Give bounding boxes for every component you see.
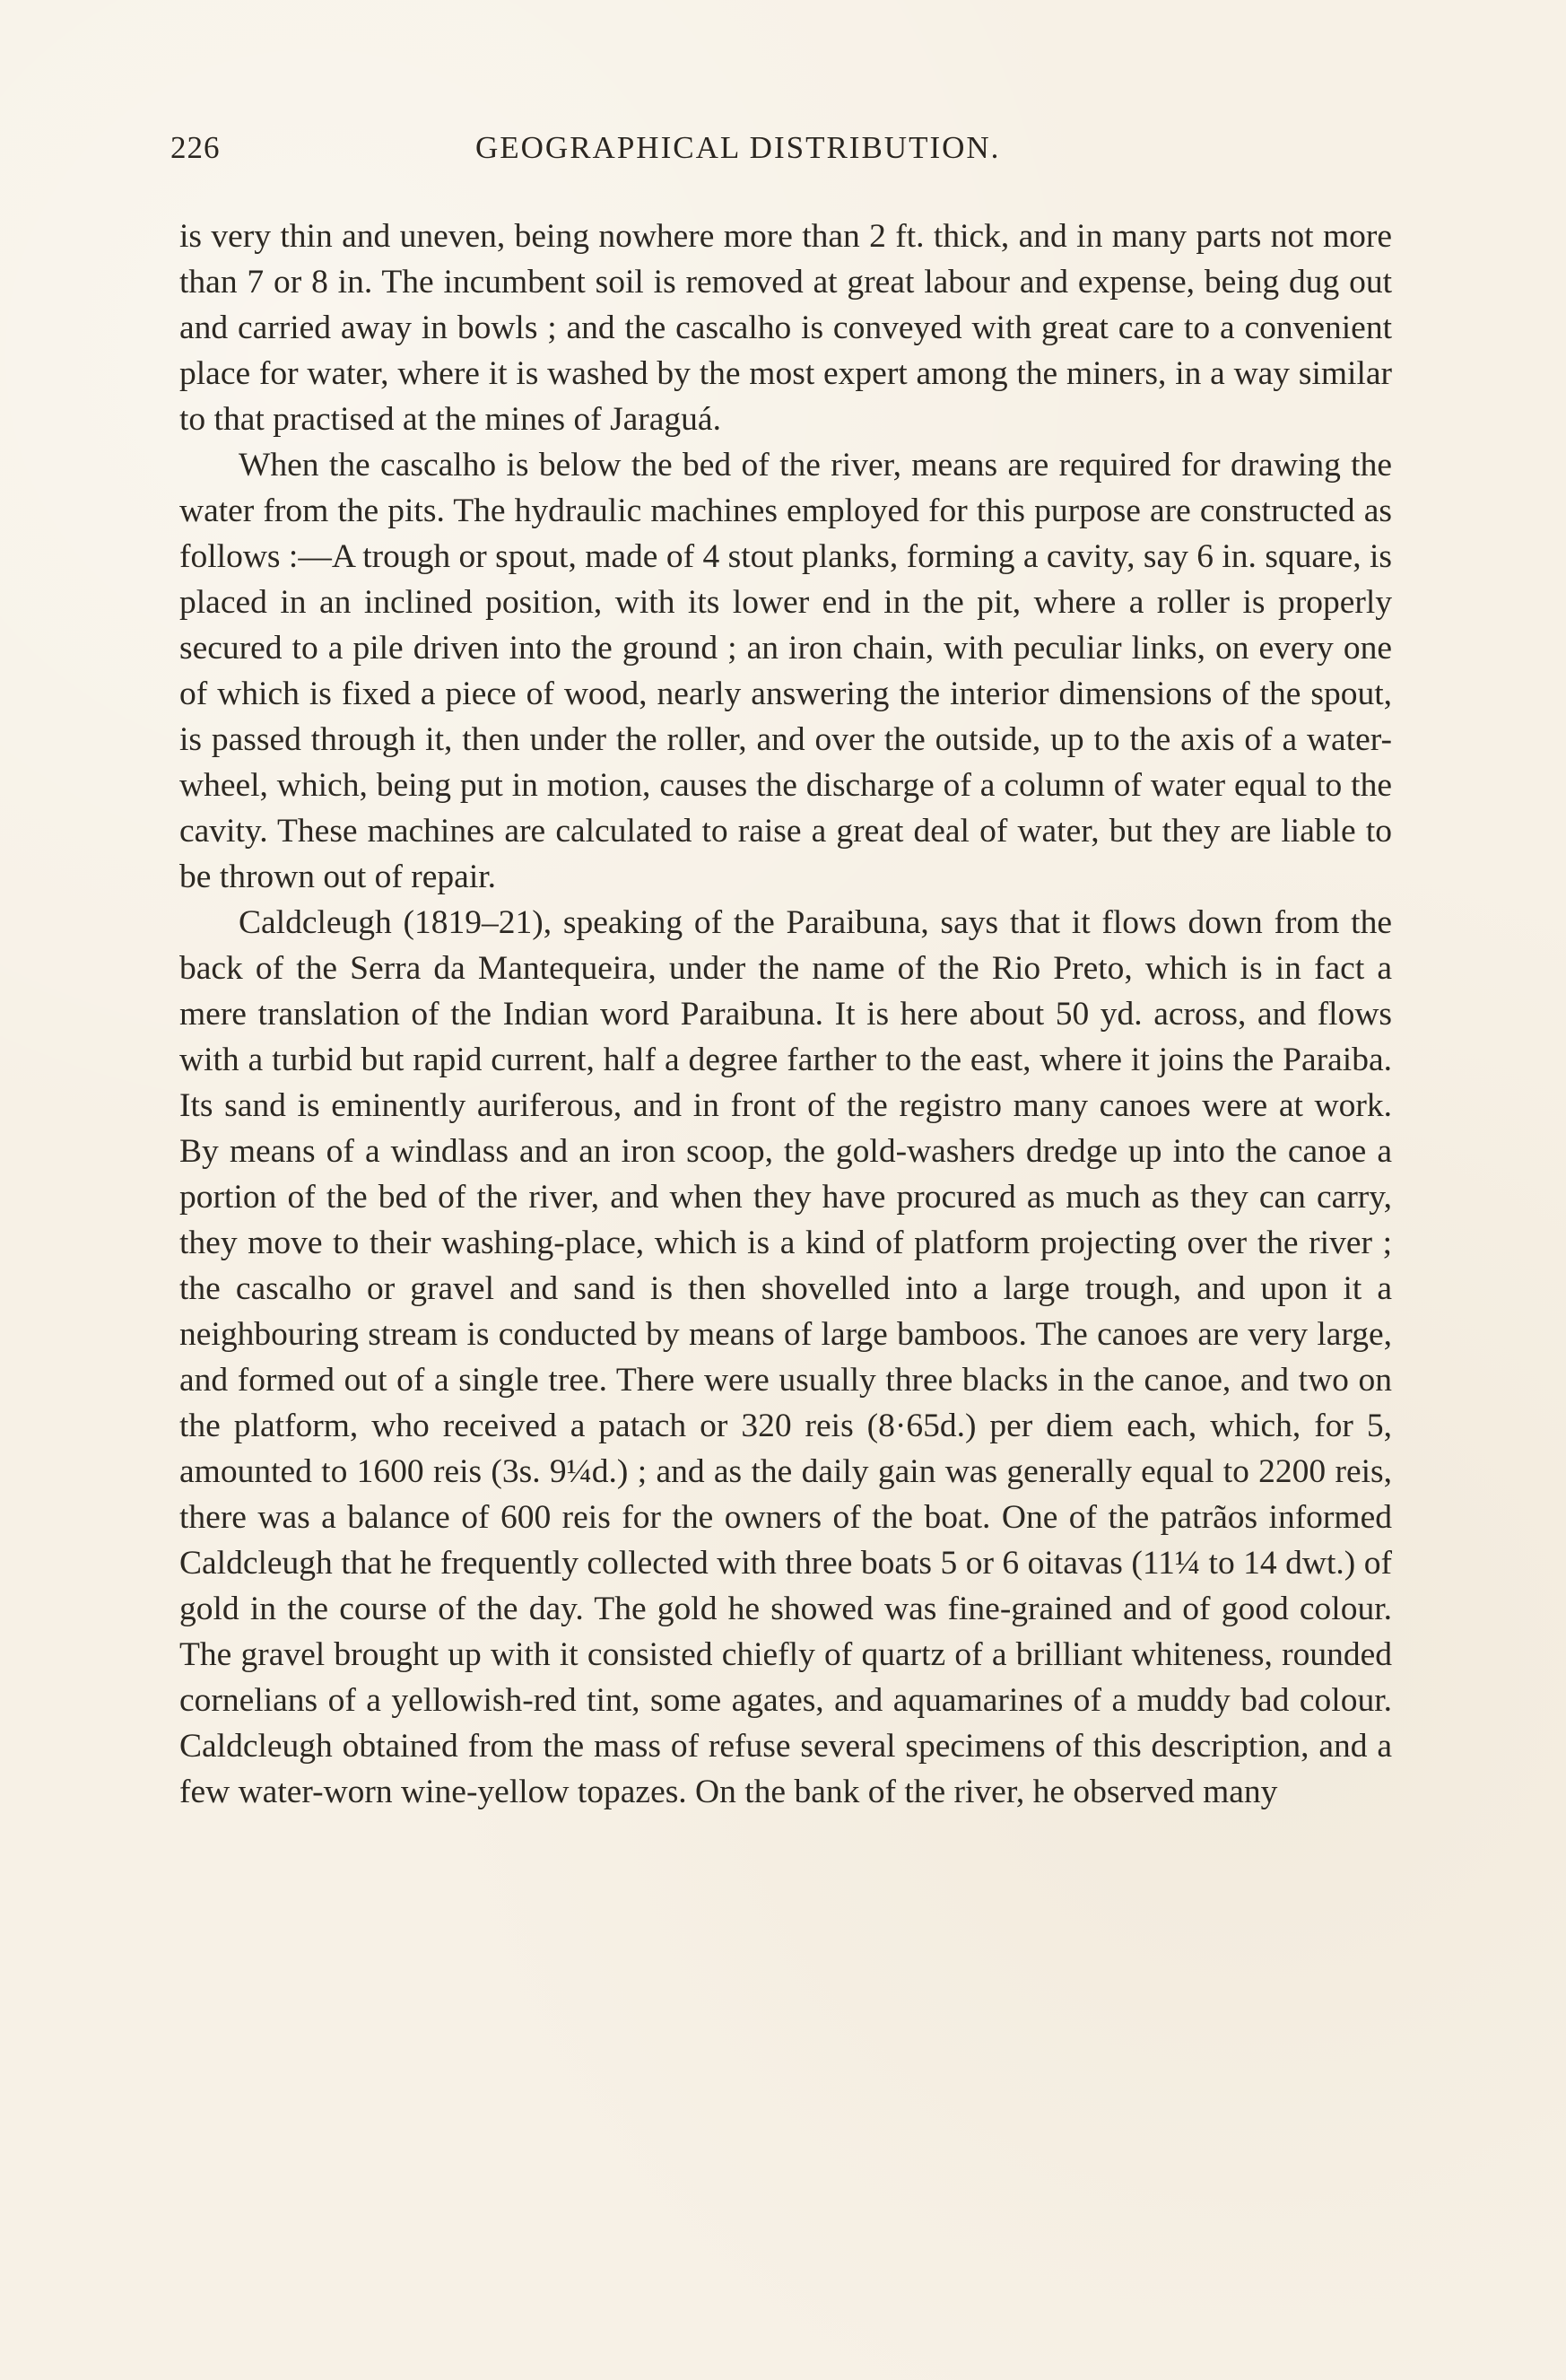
paragraph: Caldcleugh (1819–21), speaking of the Paraibuna, says that it flows down from the back of the Serra da Mantequeira, under the name of the Rio Preto, which is in fact a mere translation of the Indian word Paraibuna. It is here about 50 yd. across, and flows with a turbid but rapid current, half a degree farther to the east, where it joins the Paraiba. Its sand is eminently auriferous, and in front of the registro many canoes were at work. By means of a windlass and an iron scoop, the gold-washers dredge up into the canoe a portion of the bed of the river, and when they have procured as much as they can carry, they move to their washing-place, which is a kind of platform projecting over the river ; the cascalho or gravel and sand is then shovelled into a large trough, and upon it a neighbouring stream is conducted by means of large bamboos. The canoes are very large, and formed out of a single tree. There were usually three blacks in the canoe, and two on the platform, who received a patach or 320 reis (8·65d.) per diem each, which, for 5, amounted to 1600 reis (3s. 9¼d.) ; and as the daily gain was generally equal to 2200 reis, there was a balance of 600 reis for the owners of the boat. One of the patrãos informed Caldcleugh that he frequently collected with three boats 5 or 6 oitavas (11¼ to 14 dwt.) of gold in the course of the day. The gold he showed was fine-grained and of good colour. The gravel brought up with it consisted chiefly of quartz of a brilliant whiteness, rounded cornelians of a yellowish-red tint, some agates, and aquamarines of a muddy bad colour. Caldcleugh obtained from the mass of refuse several specimens of this description, and a few water-worn wine-yellow topazes. On the bank of the river, he observed many	[179, 904, 1392, 1810]
paragraph: is very thin and uneven, being nowhere more than 2 ft. thick, and in many parts not more than 7 or 8 in. The incumbent soil is removed at great labour and expense, being dug out and carried away in bowls ; and the cascalho is conveyed with great care to a convenient place for water, where it is washed by the most expert among the miners, in a way similar to that practised at the mines of Jaraguá.	[179, 218, 1392, 438]
page-header	[170, 130, 1408, 184]
main-text-block	[179, 214, 1392, 1815]
page-number: 226	[170, 130, 221, 165]
paragraph: When the cascalho is below the bed of the river, means are required for drawing the water from the pits. The hydraulic machines employed for this purpose are constructed as follows :—A trough or spout, made of 4 stout planks, forming a cavity, say 6 in. square, is placed in an inclined position, with its lower end in the pit, where a roller is properly secured to a pile driven into the ground ; an iron chain, with peculiar links, on every one of which is fixed a piece of wood, nearly answering the interior dimensions of the spout, is passed through it, then under the roller, and over the outside, up to the axis of a water-wheel, which, being put in motion, causes the discharge of a column of water equal to the cavity. These machines are calculated to raise a great deal of water, but they are liable to be thrown out of repair.	[179, 447, 1392, 895]
running-head: GEOGRAPHICAL DISTRIBUTION.	[475, 130, 1001, 165]
